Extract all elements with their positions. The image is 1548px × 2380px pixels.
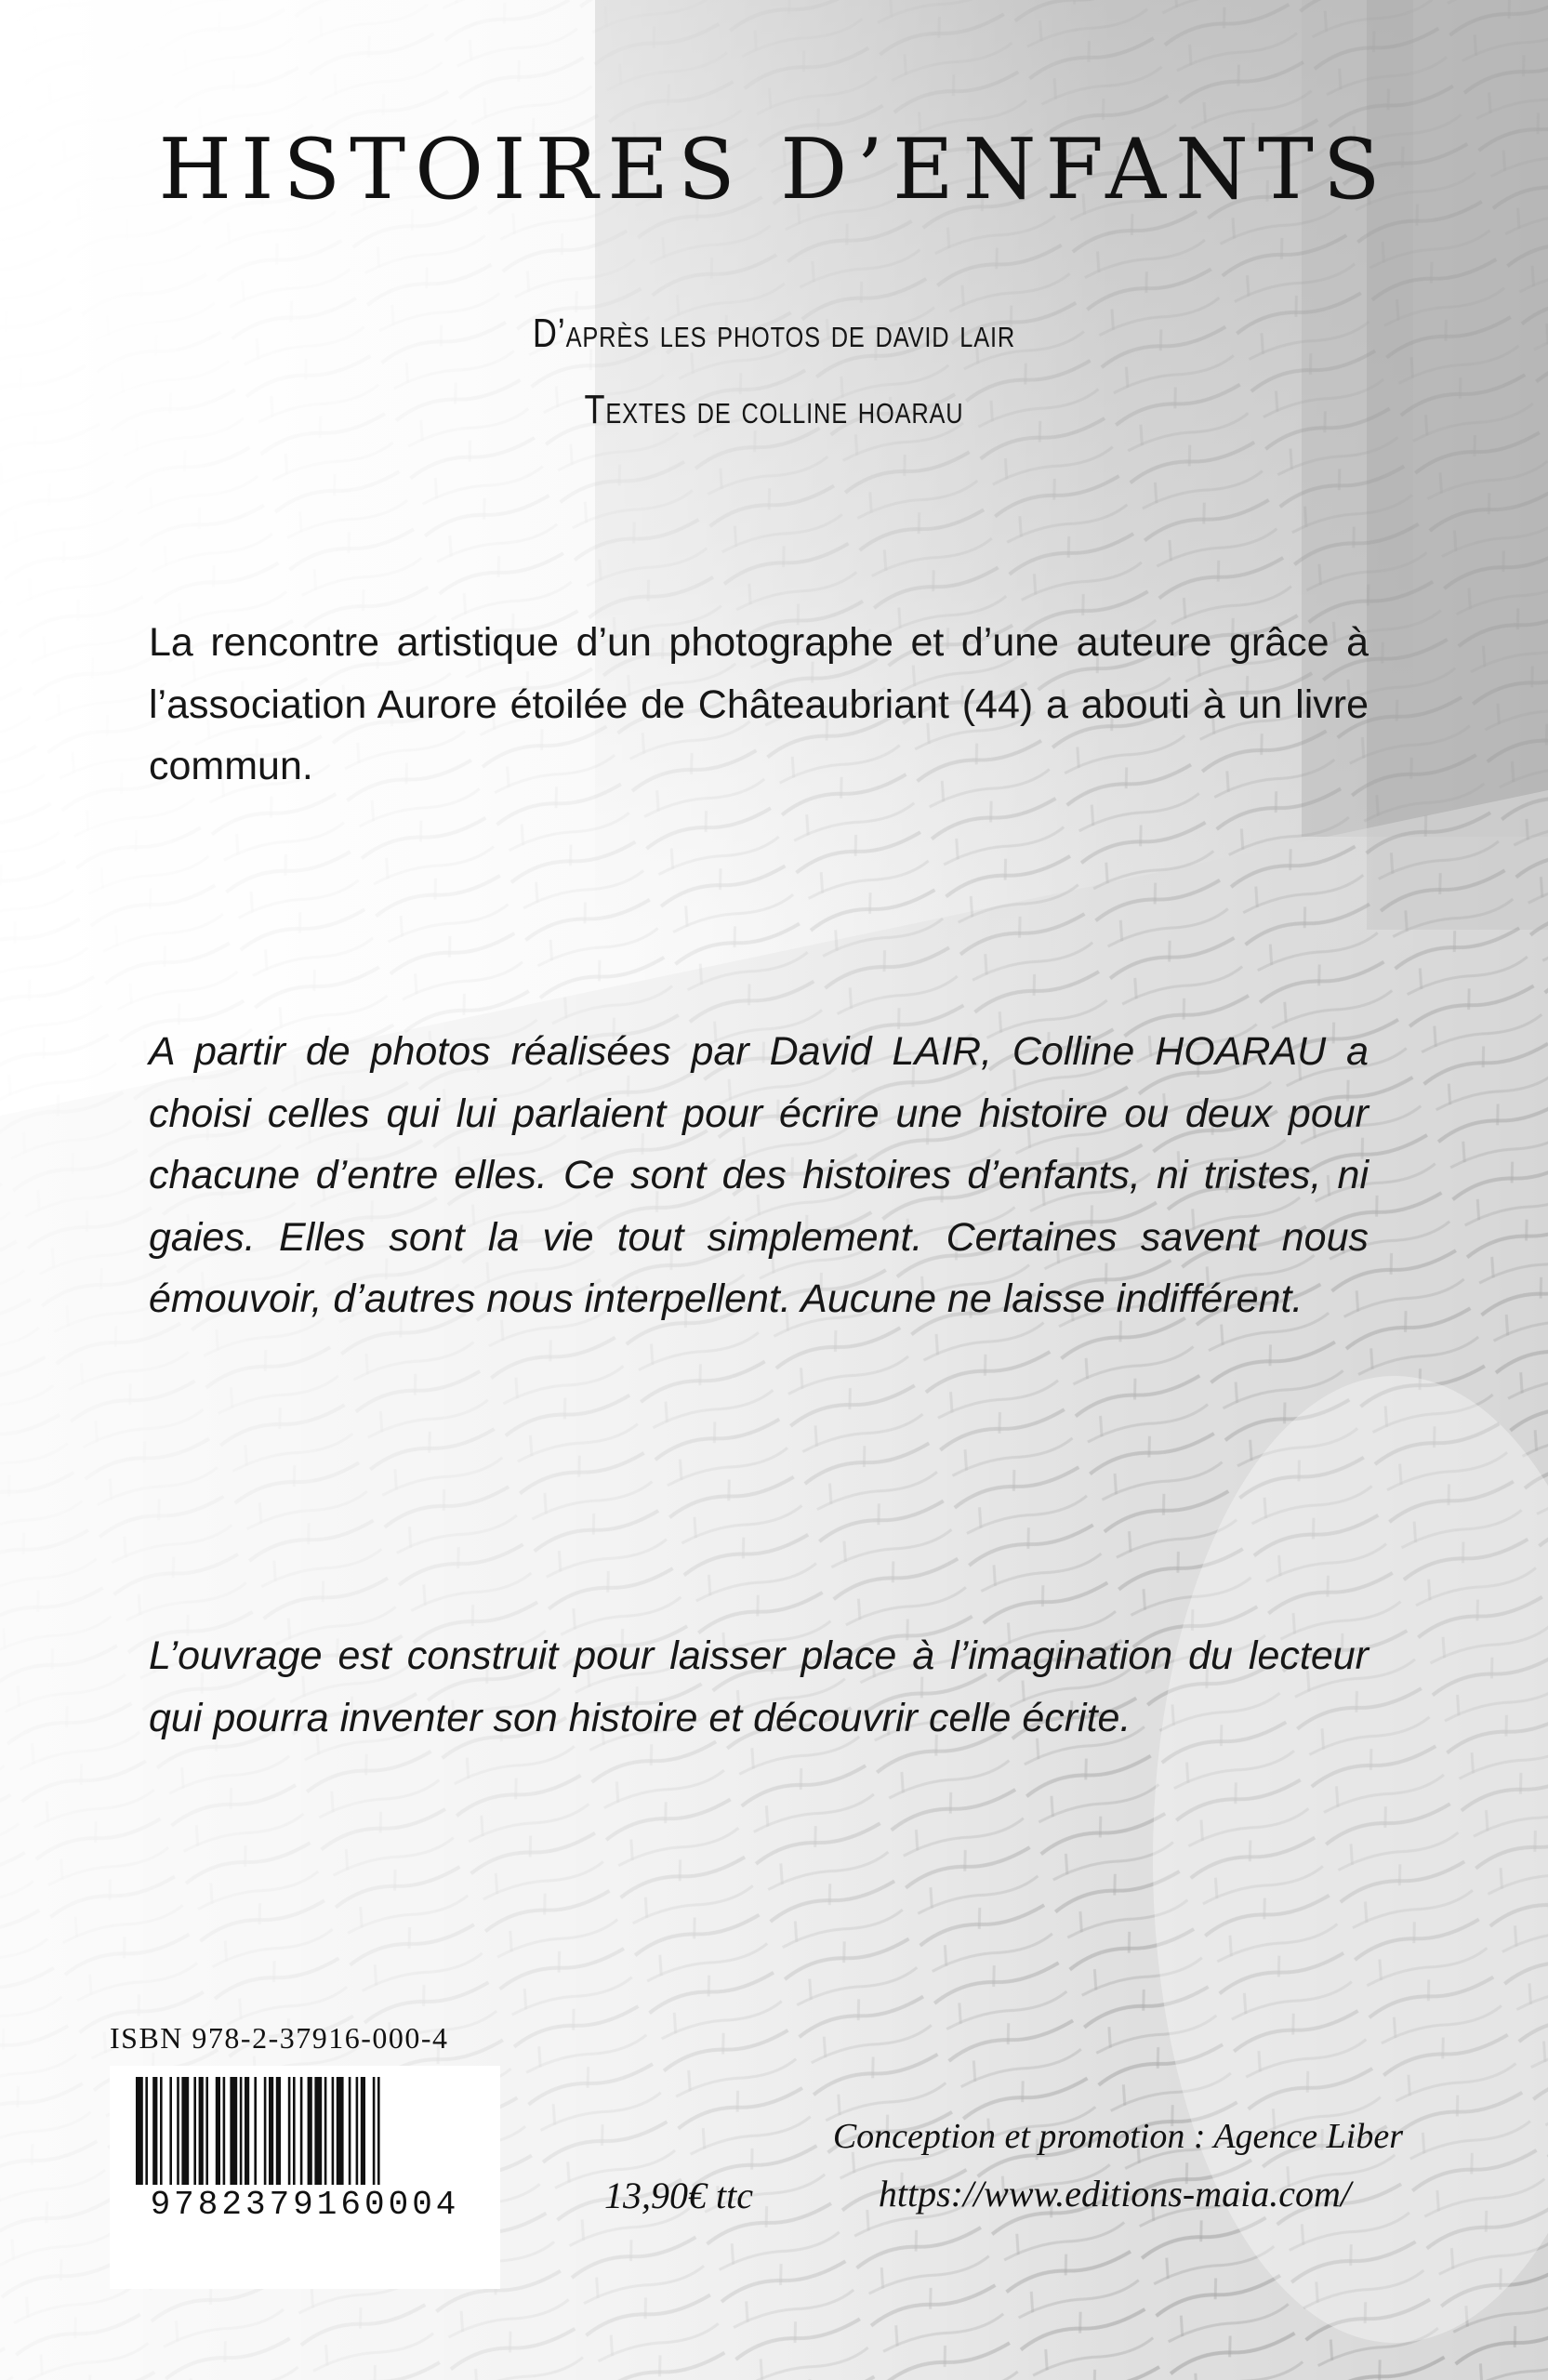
barcode-digits: 9782379160004	[110, 2185, 500, 2226]
book-title: HISTOIRES D’ENFANTS	[158, 121, 1390, 218]
closing-paragraph: L’ouvrage est construit pour laisser place à l’imagination du lecteur qui pourra inventer son histoire et découvrir celle écrite.	[149, 1633, 1369, 1740]
barcode	[110, 2066, 500, 2289]
photographer-credit: D’après les photos de david lair	[532, 311, 1016, 356]
intro-paragraph: La rencontre artistique d’un photographe et d’une auteure grâce à l’association Aurore étoilée de Châteaubriant (44) a abouti à un livre commun.	[149, 620, 1369, 788]
publisher-url: https://www.editions-maia.com/	[878, 2173, 1351, 2215]
price: 13,90€ ttc	[604, 2175, 753, 2216]
description-paragraph: A partir de photos réalisées par David LAIR, Colline HOARAU a choisi celles qui lui parlaient pour écrire une histoire ou deux pour chacune d’entre elles. Ce sont des histoires d’enfants, ni tristes, ni gaies. Elles sont la vie tout simplement. Certaines savent nous émouvoir, d’autres nous interpellent. Aucune ne laisse indifférent.	[149, 1029, 1369, 1321]
isbn-number: ISBN 978-2-37916-000-4	[110, 2021, 449, 2055]
writer-credit: Textes de colline hoarau	[584, 387, 964, 432]
author-credits	[139, 296, 1409, 448]
publisher-credit: Conception et promotion : Agence Liber	[832, 2117, 1403, 2156]
